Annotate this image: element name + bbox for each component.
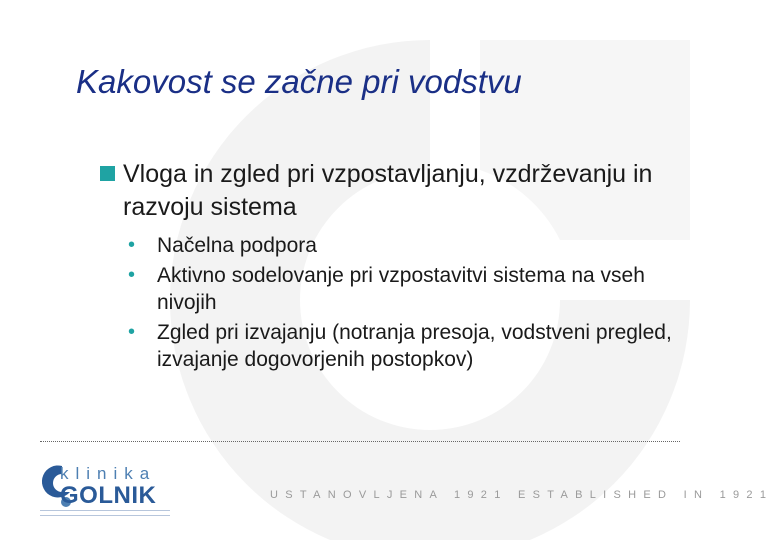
logo-golnik-text: GOLNIK bbox=[60, 482, 157, 509]
dot-bullet-icon: • bbox=[128, 263, 136, 286]
established-tagline: USTANOVLJENA 1921 ESTABLISHED IN 1921 bbox=[270, 489, 773, 501]
square-bullet-icon bbox=[100, 166, 115, 181]
sub-bullet-text: Aktivno sodelovanje pri vzpostavitvi sistema na vseh nivojih bbox=[157, 263, 645, 314]
dot-bullet-icon: • bbox=[128, 320, 136, 343]
footer-divider bbox=[40, 441, 680, 442]
sub-bullet-text: Zgled pri izvajanju (notranja presoja, vodstveni pregled, izvajanje dogovorjenih postopkov) bbox=[157, 320, 672, 371]
main-bullet-text: Vloga in zgled pri vzpostavljanju, vzdrževanju in razvoju sistema bbox=[123, 160, 653, 221]
slide-title: Kakovost se začne pri vodstvu bbox=[76, 63, 522, 100]
main-bullet bbox=[100, 158, 680, 224]
klinika-golnik-logo bbox=[40, 462, 170, 522]
sub-bullet-item bbox=[128, 319, 688, 374]
sub-bullet-item bbox=[128, 262, 688, 317]
sub-bullet-text: Načelna podpora bbox=[157, 234, 317, 257]
logo-klinika-text: klinika bbox=[60, 464, 157, 483]
sub-bullet-list bbox=[128, 232, 688, 376]
logo-fine-print bbox=[40, 510, 170, 516]
dot-bullet-icon: • bbox=[128, 234, 136, 256]
sub-bullet-item bbox=[128, 232, 688, 260]
